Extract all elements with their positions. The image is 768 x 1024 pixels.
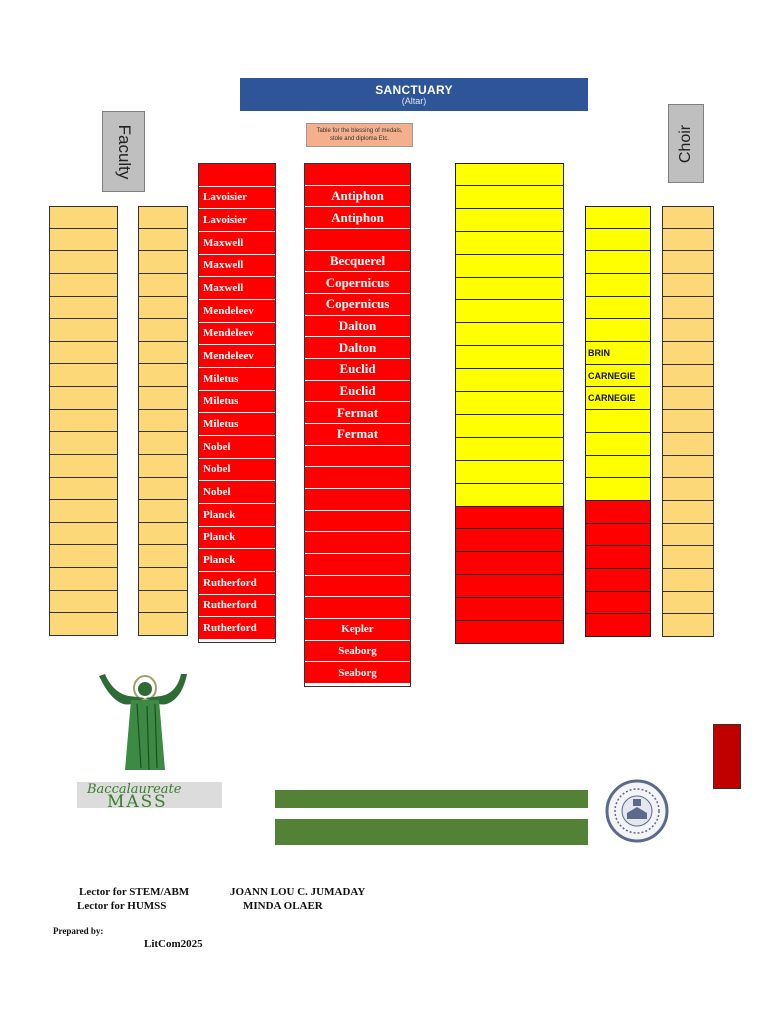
pew-seat bbox=[585, 342, 651, 365]
seat-label: Planck bbox=[203, 554, 236, 567]
pew-seat bbox=[305, 597, 410, 619]
sanctuary-subtitle: (Altar) bbox=[401, 96, 427, 106]
pew-seat bbox=[305, 207, 410, 229]
pew-seat bbox=[585, 614, 651, 637]
seat-label: Nobel bbox=[203, 486, 231, 499]
lector-humss-name: MINDA OLAER bbox=[243, 900, 323, 912]
pew-seat bbox=[138, 297, 188, 320]
pew-seat bbox=[199, 323, 275, 346]
pew-seat bbox=[585, 433, 651, 456]
pew-seat bbox=[455, 552, 564, 575]
pew-seat bbox=[138, 478, 188, 501]
pew-seat bbox=[305, 619, 410, 641]
pew-seat bbox=[455, 346, 564, 369]
pew-seat bbox=[585, 274, 651, 297]
pew-seat bbox=[305, 424, 410, 446]
pew-seat bbox=[305, 381, 410, 403]
pew-seat bbox=[305, 186, 410, 208]
pew-seat bbox=[455, 461, 564, 484]
pew-seat bbox=[199, 187, 275, 210]
pew-seat bbox=[138, 591, 188, 614]
pew-seat bbox=[138, 568, 188, 591]
seat-label: Dalton bbox=[338, 339, 377, 355]
pew-seat bbox=[305, 402, 410, 424]
pew-seat bbox=[305, 511, 410, 533]
seat-label: Mendeleev bbox=[203, 327, 254, 340]
pew-seat bbox=[138, 500, 188, 523]
pew-column-left-red bbox=[198, 163, 276, 643]
seat-label: Seaborg bbox=[338, 666, 377, 679]
seat-label: CARNEGIE bbox=[588, 370, 636, 381]
pew-seat bbox=[199, 232, 275, 255]
seat-label: Planck bbox=[203, 508, 236, 521]
pew-seat bbox=[455, 323, 564, 346]
pew-column-left bbox=[138, 206, 188, 636]
red-marker bbox=[713, 724, 741, 789]
seat-label: BRIN bbox=[588, 347, 610, 358]
seat-label: Fermat bbox=[336, 426, 379, 442]
seat-label: Euclid bbox=[339, 382, 376, 398]
baccalaureate-mass-logo bbox=[77, 662, 222, 812]
pew-seat bbox=[138, 523, 188, 546]
pew-seat bbox=[49, 613, 118, 636]
lector-humss-label: Lector for HUMSS bbox=[77, 900, 167, 912]
pew-seat bbox=[455, 438, 564, 461]
pew-seat bbox=[305, 446, 410, 468]
pew-seat bbox=[662, 614, 714, 637]
pew-seat bbox=[49, 410, 118, 433]
seat-label: Kepler bbox=[341, 623, 374, 636]
pew-seat bbox=[455, 209, 564, 232]
pew-seat bbox=[662, 546, 714, 569]
seat-label: Euclid bbox=[339, 361, 376, 377]
seat-label: Lavoisier bbox=[203, 191, 247, 204]
pew-column-far-left bbox=[49, 206, 118, 636]
pew-seat bbox=[49, 274, 118, 297]
sanctuary-title: SANCTUARY bbox=[375, 83, 453, 97]
aisle-bar-bottom bbox=[275, 819, 588, 845]
blessing-table-note bbox=[306, 123, 413, 147]
pew-seat bbox=[585, 524, 651, 547]
seat-label: Mendeleev bbox=[203, 350, 254, 363]
seat-label: Rutherford bbox=[203, 622, 257, 635]
pew-seat bbox=[455, 484, 564, 507]
pew-seat bbox=[662, 251, 714, 274]
pew-seat bbox=[455, 232, 564, 255]
pew-seat bbox=[305, 662, 410, 684]
seat-label: Rutherford bbox=[203, 599, 257, 612]
pew-seat bbox=[455, 507, 564, 530]
pew-seat bbox=[585, 229, 651, 252]
pew-seat bbox=[662, 410, 714, 433]
pew-seat bbox=[662, 456, 714, 479]
pew-seat bbox=[455, 621, 564, 644]
pew-seat bbox=[199, 436, 275, 459]
pew-seat bbox=[662, 524, 714, 547]
pew-seat bbox=[49, 342, 118, 365]
seat-label: Planck bbox=[203, 531, 236, 544]
sanctuary-banner bbox=[240, 78, 588, 111]
pew-seat bbox=[455, 300, 564, 323]
pew-seat bbox=[585, 206, 651, 229]
seat-label: Lavoisier bbox=[203, 214, 247, 227]
pew-seat bbox=[49, 455, 118, 478]
pew-seat bbox=[305, 229, 410, 251]
pew-seat bbox=[662, 365, 714, 388]
pew-seat bbox=[585, 456, 651, 479]
seat-label: Miletus bbox=[203, 372, 239, 385]
pew-seat bbox=[305, 272, 410, 294]
pew-seat bbox=[138, 274, 188, 297]
pew-seat bbox=[305, 164, 410, 186]
pew-seat bbox=[138, 545, 188, 568]
pew-seat bbox=[585, 387, 651, 410]
prepared-by-name: LitCom2025 bbox=[144, 938, 203, 950]
pew-seat bbox=[49, 591, 118, 614]
pew-seat bbox=[199, 164, 275, 187]
faculty-area bbox=[102, 111, 145, 192]
pew-seat bbox=[662, 433, 714, 456]
pew-seat bbox=[49, 297, 118, 320]
pew-seat bbox=[662, 387, 714, 410]
pew-seat bbox=[585, 319, 651, 342]
pew-seat bbox=[199, 300, 275, 323]
pew-seat bbox=[662, 229, 714, 252]
seat-label: Maxwell bbox=[203, 282, 244, 295]
pew-seat bbox=[662, 206, 714, 229]
seat-label: Mendeleev bbox=[203, 304, 254, 317]
pew-seat bbox=[199, 595, 275, 618]
pew-seat bbox=[305, 294, 410, 316]
pew-seat bbox=[585, 546, 651, 569]
seat-label: Copernicus bbox=[325, 274, 390, 290]
pew-seat bbox=[305, 316, 410, 338]
pew-seat bbox=[199, 572, 275, 595]
pew-seat bbox=[662, 342, 714, 365]
pew-seat bbox=[305, 489, 410, 511]
pew-seat bbox=[49, 229, 118, 252]
pew-seat bbox=[199, 345, 275, 368]
pew-seat bbox=[49, 478, 118, 501]
seat-label: Nobel bbox=[203, 463, 231, 476]
pew-seat bbox=[138, 319, 188, 342]
seat-label: Becquerel bbox=[329, 252, 386, 268]
seat-label: Rutherford bbox=[203, 576, 257, 589]
pew-column-far-right bbox=[662, 206, 714, 637]
pew-seat bbox=[662, 501, 714, 524]
choir-area bbox=[668, 104, 704, 183]
pew-seat bbox=[305, 576, 410, 598]
seat-label: Maxwell bbox=[203, 236, 244, 249]
pew-seat bbox=[455, 278, 564, 301]
pew-seat bbox=[305, 467, 410, 489]
prepared-by-label: Prepared by: bbox=[53, 926, 104, 936]
pew-seat bbox=[49, 364, 118, 387]
lector-stem-label: Lector for STEM/ABM bbox=[79, 886, 190, 898]
choir-label: Choir bbox=[677, 124, 694, 163]
pew-seat bbox=[49, 206, 118, 229]
pew-seat bbox=[138, 432, 188, 455]
pew-seat bbox=[199, 617, 275, 640]
pew-seat bbox=[199, 481, 275, 504]
pew-seat bbox=[455, 529, 564, 552]
pew-seat bbox=[305, 251, 410, 273]
pew-seat bbox=[585, 297, 651, 320]
pew-seat bbox=[199, 413, 275, 436]
pew-seat bbox=[199, 527, 275, 550]
pew-seat bbox=[455, 369, 564, 392]
seat-label: Seaborg bbox=[338, 644, 377, 657]
pew-seat bbox=[49, 523, 118, 546]
pew-seat bbox=[49, 251, 118, 274]
pew-seat bbox=[199, 549, 275, 572]
pew-seat bbox=[305, 359, 410, 381]
pew-seat bbox=[455, 186, 564, 209]
pew-seat bbox=[585, 592, 651, 615]
pew-seat bbox=[455, 392, 564, 415]
pew-seat bbox=[199, 277, 275, 300]
pew-seat bbox=[199, 504, 275, 527]
pew-seat bbox=[305, 337, 410, 359]
pew-seat bbox=[49, 387, 118, 410]
pew-seat bbox=[49, 568, 118, 591]
logo-main-text: MASS bbox=[107, 792, 168, 812]
pew-seat bbox=[199, 255, 275, 278]
pew-seat bbox=[455, 598, 564, 621]
pew-seat bbox=[49, 432, 118, 455]
pew-seat bbox=[585, 501, 651, 524]
pew-column-center-right bbox=[455, 163, 564, 644]
seat-label: Maxwell bbox=[203, 259, 244, 272]
pew-seat bbox=[662, 478, 714, 501]
pew-seat bbox=[662, 319, 714, 342]
pew-seat bbox=[305, 532, 410, 554]
seat-label: Antiphon bbox=[331, 209, 384, 225]
pew-seat bbox=[585, 569, 651, 592]
pew-seat bbox=[662, 592, 714, 615]
pew-seat bbox=[138, 251, 188, 274]
pew-column-right bbox=[585, 206, 651, 637]
pew-seat bbox=[138, 613, 188, 636]
seat-label: Dalton bbox=[338, 317, 377, 333]
faculty-label: Faculty bbox=[114, 124, 134, 179]
pew-column-center-red bbox=[304, 163, 411, 687]
pew-seat bbox=[138, 455, 188, 478]
pew-seat bbox=[138, 387, 188, 410]
pew-seat bbox=[138, 229, 188, 252]
pew-seat bbox=[49, 545, 118, 568]
pew-seat bbox=[662, 274, 714, 297]
table-note-line2: stole and diploma Etc. bbox=[329, 136, 390, 142]
seat-label: Nobel bbox=[203, 440, 231, 453]
pew-seat bbox=[49, 319, 118, 342]
pew-seat bbox=[199, 209, 275, 232]
school-seal-icon bbox=[602, 779, 672, 843]
pew-seat bbox=[455, 255, 564, 278]
pew-seat bbox=[585, 251, 651, 274]
aisle-bar-top bbox=[275, 790, 588, 808]
seat-label: Fermat bbox=[336, 404, 379, 420]
seat-label: CARNEGIE bbox=[588, 393, 636, 404]
seat-label: Miletus bbox=[203, 395, 239, 408]
pew-seat bbox=[305, 641, 410, 663]
pew-seat bbox=[305, 554, 410, 576]
seat-label: Antiphon bbox=[331, 187, 384, 203]
pew-seat bbox=[138, 342, 188, 365]
pew-seat bbox=[585, 478, 651, 501]
pew-seat bbox=[199, 391, 275, 414]
table-note-line1: Table for the blessing of medals, bbox=[316, 128, 403, 134]
lector-stem-name: JOANN LOU C. JUMADAY bbox=[230, 886, 366, 898]
pew-seat bbox=[585, 365, 651, 388]
pew-seat bbox=[199, 368, 275, 391]
pew-seat bbox=[585, 410, 651, 433]
pew-seat bbox=[138, 410, 188, 433]
pew-seat bbox=[138, 364, 188, 387]
seat-label: Miletus bbox=[203, 418, 239, 431]
pew-seat bbox=[455, 575, 564, 598]
pew-seat bbox=[455, 415, 564, 438]
pew-seat bbox=[662, 297, 714, 320]
pew-seat bbox=[199, 459, 275, 482]
logo-script-text: Baccalaureate bbox=[87, 782, 182, 797]
pew-seat bbox=[138, 206, 188, 229]
seat-label: Copernicus bbox=[325, 296, 390, 312]
pew-seat bbox=[455, 163, 564, 186]
pew-seat bbox=[49, 500, 118, 523]
pew-seat bbox=[662, 569, 714, 592]
